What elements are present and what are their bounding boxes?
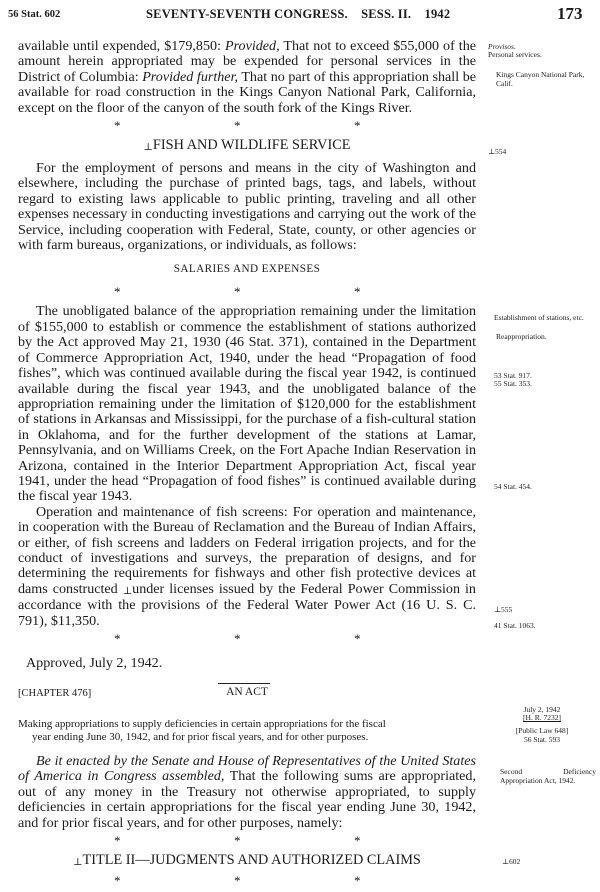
margin-note: Reappropriation. [496,332,547,341]
paragraph-provisos: available until expended, $179,850: Provided, That not to exceed $55,000 of the amount herein appropriated may be expended for personal services in the District of Columbia: Provided further, That no part of this appropriation shall be available for road construction in the Kings Canyon National Park, California, except on the floor of the canyon of the south fork of the Kings River. [18,38,477,116]
margin-note: 54 Stat. 454. [494,482,532,491]
ellipsis-stars: * * * [114,833,361,849]
page-break-mark: ⊥ [143,142,153,154]
margin-note: ⊥602 [502,857,521,866]
margin-note: ⊥554 [488,147,507,156]
margin-note: [Public Law 648] [515,726,569,735]
statute-reference: 56 Stat. 602 [8,9,61,20]
act-purpose: Making appropriations to supply deficiencies in certain appropriations for the fiscal year ending June 30, 1942, and for prior fiscal years, and for other purposes. [18,718,386,743]
margin-notes [488,0,596,892]
margin-note: 55 Stat. 353. [494,379,532,388]
margin-note: ⊥555 [494,605,513,614]
margin-note: 53 Stat. 917. [494,371,532,380]
paragraph-employment: For the employment of persons and means in the city of Washington and elsewhere, including the purchase of printed bags, tags, and labels, without regard to existing laws applicable to public printing, traveling and all other expenses necessary in conducting investigations and carrying out the work of the Service, including cooperation with Federal, State, county, or other agencies or with farm bureaus, organizations, or individuals, as follows: [18,160,476,254]
margin-note: July 2, 1942 [523,705,561,714]
subheading-salaries: SALARIES AND EXPENSES [173,263,321,276]
ellipsis-stars: * * * [114,631,361,646]
ellipsis-stars: * * * [114,284,361,300]
paragraph-unobligated-balance: The unobligated balance of the appropriation remaining under the limitation of $155,000 to establish or commence the establishment of stations authorized by the Act approved May 21, 1930 (46 Stat. 371), contained in the Department of Commerce Appropriation Act, 1940, under the head “Propagation of food fishes”, which was continued available during the fiscal year 1942, is continued available during the fiscal year 1943, and the unobligated balance of the appropriation remaining under the limitation of $120,000 for the establishment of stations in Arkansas and Mississippi, for the purchase of a fish-cultural station in Oklahoma, and for the further development of the stations at Lamar, Pennsylvania, and on Williams Creek, on the Fort Apache Indian Reservation in Arizona, contained in the Interior Department Appropriation Act, fiscal year 1941, under the head “Propagation of food fishes” is continued available during the fiscal year 1943. [18,303,476,505]
divider-rule [218,683,270,684]
margin-note: Establishment of stations, etc. [494,313,584,322]
main-text-column [18,39,476,891]
paragraph-fish-screens: Operation and maintenance of fish screens: For operation and maintenance, in cooperation with the Bureau of Reclamation and the Bureau of Indian Affairs, or either, of fish screens and ladders on Federal irrigation projects, and for the conduct of investigations and surveys, the preparation of designs, and for determining the requirements for fishways and other fish protective devices at dams constructed ⊥under licenses issued by the Federal Power Commission in accordance with the provisions of the Federal Water Power Act (16 U. S. C. 791), $11,350. [18,503,476,629]
running-head: SEVENTY-SEVENTH CONGRESS. SESS. II. 1942 [146,7,451,21]
chapter-label: [CHAPTER 476] [18,688,92,699]
page-break-mark: ⊥ [122,585,133,597]
margin-note: 41 Stat. 1063. [494,621,536,630]
margin-note: [H. R. 7232] [523,713,561,722]
margin-note: Provisos. [488,42,516,51]
enacting-clause: Be it enacted by the Senate and House of Representatives of the United States of America in Congress assembled, That the following sums are appropriated, out of any money in the Treasury not otherwise appropriated, to supply deficiencies in certain appropriations for the fiscal year ending June 30, 1942, and for prior fiscal years, and for other purposes, namely: [18,753,476,831]
page-break-mark: ⊥ [73,857,83,869]
title-heading: ⊥TITLE II—JUDGMENTS AND AUTHORIZED CLAIMS [73,852,421,869]
margin-note: Kings Canyon National Park, Calif. [496,70,585,88]
margin-note: 56 Stat. 593 [523,735,561,744]
margin-note: Second Deficiency Appropriation Act, 1942. [500,767,596,785]
section-heading-fish-wildlife: ⊥FISH AND WILDLIFE SERVICE [143,137,351,154]
act-title: AN ACT [226,686,268,698]
approval-date: Approved, July 2, 1942. [26,655,163,671]
ellipsis-stars: * * * [114,873,361,889]
page-number: 173 [557,4,583,23]
margin-note: Personal services. [488,50,542,59]
ellipsis-stars: * * * [114,118,361,134]
